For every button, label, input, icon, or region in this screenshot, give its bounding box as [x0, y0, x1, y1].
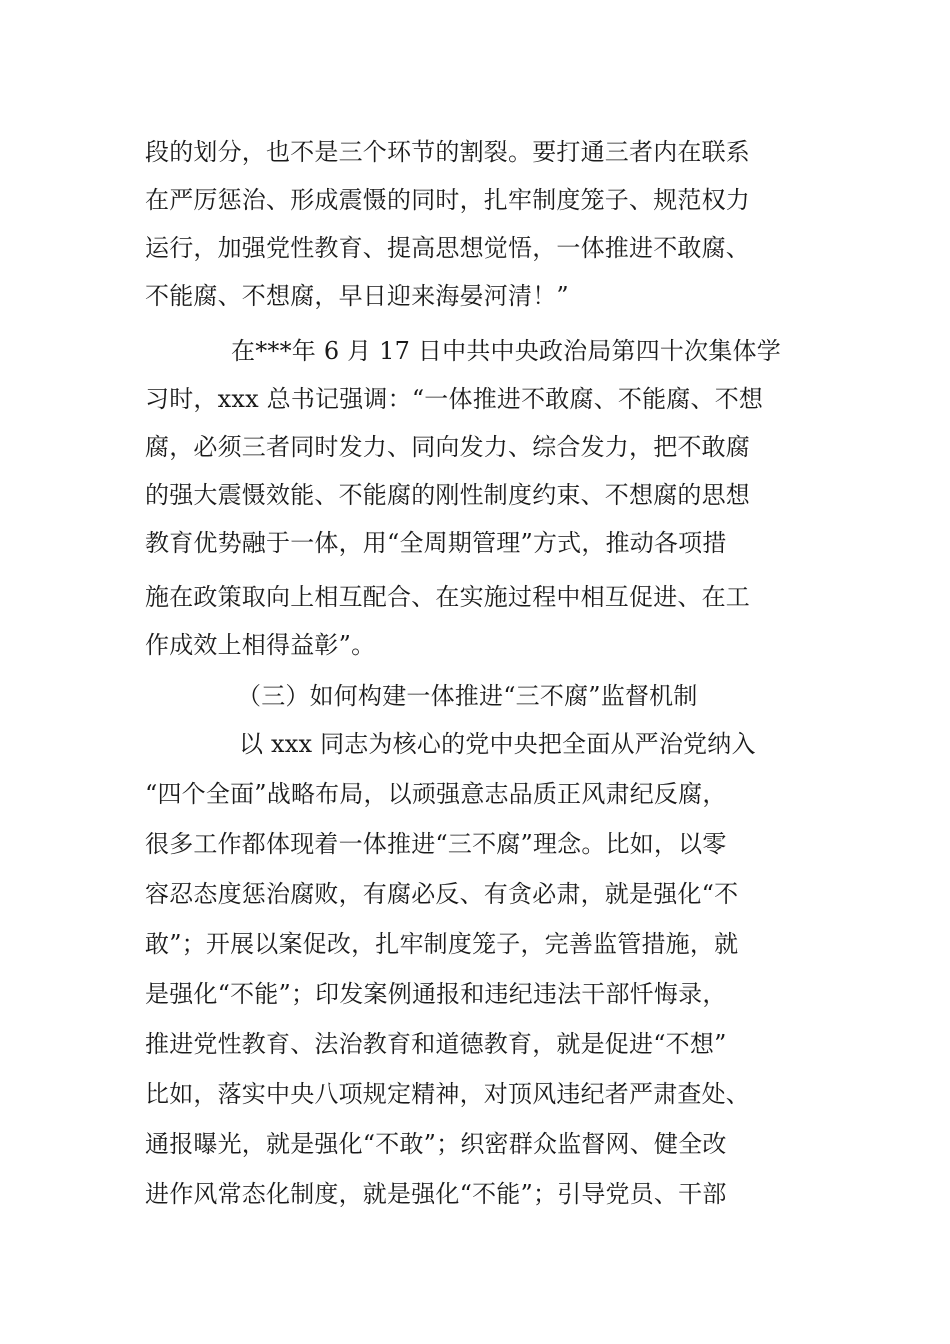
body-text-line: 不能腐、不想腐，早日迎来海晏河清！”: [145, 282, 569, 310]
body-text-line: “四个全面”战略布局，以顽强意志品质正风肃纪反腐，: [145, 780, 727, 808]
paragraph-first-line: 以 xxx 同志为核心的党中央把全面从严治党纳入: [239, 730, 756, 758]
body-text-line: 的强大震慑效能、不能腐的刚性制度约束、不想腐的思想: [145, 481, 750, 509]
body-text-line: 推进党性教育、法治教育和道德教育，就是促进“不想”: [145, 1030, 727, 1058]
body-text-line: 习时，xxx 总书记强调：“一体推进不敢腐、不能腐、不想: [145, 385, 764, 413]
body-text-line: 比如，落实中央八项规定精神，对顶风违纪者严肃查处、: [145, 1080, 750, 1108]
body-text-line: 在严厉惩治、形成震慑的同时，扎牢制度笼子、规范权力: [145, 186, 750, 214]
body-text-line: 通报曝光，就是强化“不敢”；织密群众监督网、健全改: [145, 1130, 727, 1158]
body-text-line: 教育优势融于一体，用“全周期管理”方式，推动各项措: [145, 529, 727, 557]
body-text-line: 敢”；开展以案促改，扎牢制度笼子，完善监管措施，就: [145, 930, 739, 958]
section-heading: （三）如何构建一体推进“三不腐”监督机制: [237, 682, 698, 710]
body-text-line: 段的划分，也不是三个环节的割裂。要打通三者内在联系: [145, 138, 750, 166]
body-text-line: 施在政策取向上相互配合、在实施过程中相互促进、在工: [145, 583, 750, 611]
body-text-line: 运行，加强党性教育、提高思想觉悟，一体推进不敢腐、: [145, 234, 750, 262]
body-text-line: 腐，必须三者同时发力、同向发力、综合发力，把不敢腐: [145, 433, 750, 461]
body-text-line: 作成效上相得益彰”。: [145, 631, 376, 659]
body-text-line: 很多工作都体现着一体推进“三不腐”理念。比如，以零: [145, 830, 727, 858]
paragraph-first-line: 在***年 6 月 17 日中共中央政治局第四十次集体学: [231, 337, 781, 365]
body-text-line: 进作风常态化制度，就是强化“不能”；引导党员、干部: [145, 1180, 727, 1208]
body-text-line: 容忍态度惩治腐败，有腐必反、有贪必肃，就是强化“不: [145, 880, 739, 908]
body-text-line: 是强化“不能”；印发案例通报和违纪违法干部忏悔录，: [145, 980, 727, 1008]
